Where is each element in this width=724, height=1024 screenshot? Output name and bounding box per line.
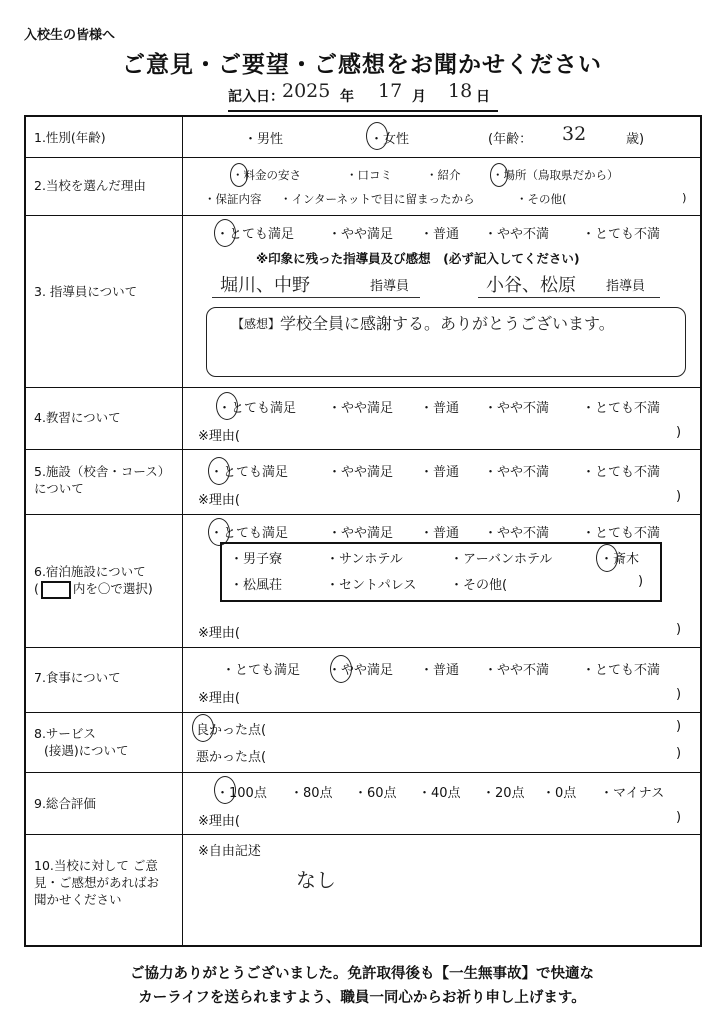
score-60[interactable]: ・60点: [354, 786, 397, 801]
rating-very-satisfied[interactable]: ・とても満足: [218, 401, 297, 416]
service-good-points[interactable]: 良かった点(: [196, 723, 267, 738]
rating-very-dissatisfied[interactable]: ・とても不満: [582, 227, 661, 242]
rating-neutral[interactable]: ・普通: [420, 526, 460, 541]
day-unit: 日: [476, 89, 490, 105]
reason-label[interactable]: ※理由(: [198, 626, 240, 641]
dorm-urban-hotel[interactable]: ・アーバンホテル: [450, 552, 553, 567]
instructor-label-2: 指導員: [606, 279, 646, 294]
gender-age-cell: [186, 117, 696, 157]
reason-price-option[interactable]: ・料金の安さ: [232, 168, 301, 182]
dorm-shofuso[interactable]: ・松風荘: [230, 578, 283, 593]
year-unit: 年: [340, 89, 354, 105]
rating-very-satisfied[interactable]: ・とても満足: [210, 465, 289, 480]
rating-somewhat-dissatisfied[interactable]: ・やや不満: [484, 663, 550, 678]
age-value[interactable]: 32: [562, 123, 587, 145]
month-value[interactable]: 17: [378, 80, 403, 102]
paren-close: ): [676, 425, 682, 440]
male-option[interactable]: ・男性: [244, 132, 284, 147]
score-20[interactable]: ・20点: [482, 786, 525, 801]
rating-neutral[interactable]: ・普通: [420, 663, 460, 678]
rating-neutral[interactable]: ・普通: [420, 465, 460, 480]
paren-close: ): [676, 489, 682, 504]
score-100[interactable]: ・100点: [216, 786, 267, 801]
closing-message: [0, 962, 724, 1010]
instructor-label-1: 指導員: [370, 279, 410, 294]
rating-somewhat-satisfied[interactable]: ・やや満足: [328, 401, 394, 416]
rating-somewhat-satisfied[interactable]: ・やや満足: [328, 663, 394, 678]
free-comment-answer[interactable]: なし: [296, 868, 336, 892]
score-40[interactable]: ・40点: [418, 786, 461, 801]
underline: [212, 297, 420, 298]
row-label-facilities: 5.施設（校舎・コース）について: [34, 464, 171, 496]
rating-somewhat-satisfied[interactable]: ・やや満足: [328, 465, 394, 480]
service-cell: [186, 712, 696, 772]
column-divider: [182, 117, 183, 945]
rating-very-satisfied[interactable]: ・とても満足: [216, 227, 295, 242]
selection-box-icon: [41, 581, 71, 599]
paren-close: ): [676, 810, 682, 825]
rating-somewhat-satisfied[interactable]: ・やや満足: [328, 227, 394, 242]
rating-very-dissatisfied[interactable]: ・とても不満: [582, 401, 661, 416]
lessons-cell: [186, 387, 696, 449]
overall-cell: [186, 772, 696, 834]
facilities-cell: [186, 449, 696, 514]
rating-somewhat-dissatisfied[interactable]: ・やや不満: [484, 465, 550, 480]
rating-somewhat-dissatisfied[interactable]: ・やや不満: [484, 227, 550, 242]
reason-guarantee-option[interactable]: ・保証内容: [204, 192, 262, 206]
rating-very-satisfied[interactable]: ・とても満足: [222, 663, 301, 678]
reason-location-option[interactable]: ・場所（鳥取県だから）: [492, 168, 619, 182]
rating-somewhat-dissatisfied[interactable]: ・やや不満: [484, 401, 550, 416]
closing-line-2: カーライフを送られますよう、職員一同心からお祈り申し上げます。: [138, 990, 586, 1006]
reason-referral-option[interactable]: ・紹介: [426, 168, 461, 182]
impression-text[interactable]: 学校全員に感謝する。ありがとうございます。: [280, 314, 615, 333]
dorm-other[interactable]: ・その他(: [450, 578, 508, 593]
paren-close: ): [682, 191, 687, 205]
instructor-names-1[interactable]: 堀川、中野: [220, 275, 310, 296]
date-row: [228, 80, 498, 112]
row-label-gender-age: 1.性別(年齢): [34, 130, 106, 145]
accommodation-cell: [186, 514, 696, 647]
rating-neutral[interactable]: ・普通: [420, 401, 460, 416]
service-sub-label: (接遇)について: [44, 743, 129, 758]
row-label-lessons: 4.教習について: [34, 410, 121, 425]
rating-very-dissatisfied[interactable]: ・とても不満: [582, 526, 661, 541]
impression-label: 【感想】: [232, 317, 281, 331]
score-0[interactable]: ・0点: [542, 786, 577, 801]
reason-internet-option[interactable]: ・インターネットで目に留まったから: [280, 192, 475, 206]
closing-line-1: ご協力ありがとうございました。免許取得後も【一生無事故】で快適な: [130, 966, 594, 982]
rating-neutral[interactable]: ・普通: [420, 227, 460, 242]
paren-close: ): [676, 719, 682, 734]
reason-label[interactable]: ※理由(: [198, 814, 240, 829]
paren-close: ): [676, 622, 682, 637]
year-value[interactable]: 2025: [282, 80, 331, 102]
dorm-options-box: [220, 542, 662, 602]
rating-very-satisfied[interactable]: ・とても満足: [210, 526, 289, 541]
service-bad-points[interactable]: 悪かった点(: [196, 750, 267, 765]
survey-form-table: [24, 115, 702, 947]
reason-word-of-mouth-option[interactable]: ・口コミ: [346, 168, 392, 182]
free-comment-cell[interactable]: [186, 834, 696, 947]
underline: [478, 297, 660, 298]
dorm-saiki[interactable]: ・斎木: [600, 552, 640, 567]
score-80[interactable]: ・80点: [290, 786, 333, 801]
reason-other-option[interactable]: ・その他(: [516, 192, 567, 206]
instructors-cell: [186, 215, 696, 387]
addressee: 入校生の皆様へ: [24, 28, 116, 43]
dorm-sun-hotel[interactable]: ・サンホテル: [326, 552, 403, 567]
age-unit: 歳): [626, 132, 645, 147]
accommodation-label: 6.宿泊施設について: [34, 564, 146, 579]
service-label: 8.サービス: [34, 726, 96, 741]
row-label-free-comment: 10.当校に対して ご意見・ご感想があればお聞かせください: [34, 858, 160, 907]
score-minus[interactable]: ・マイナス: [600, 786, 665, 801]
row-label-instructors: 3. 指導員について: [34, 284, 138, 299]
meals-cell: [186, 647, 696, 712]
instructor-note: ※印象に残った指導員及び感想 (必ず記入してください): [256, 251, 580, 266]
row-label-overall: 9.総合評価: [34, 796, 96, 811]
rating-somewhat-dissatisfied[interactable]: ・やや不満: [484, 526, 550, 541]
date-label: 記入日：: [228, 89, 284, 105]
dorm-mens-dormitory[interactable]: ・男子寮: [230, 552, 283, 567]
row-label-meals: 7.食事について: [34, 670, 121, 685]
paren-close: ): [676, 746, 682, 761]
row-label-service: [34, 725, 178, 759]
reason-label[interactable]: ※理由(: [198, 429, 240, 444]
paren-close: ): [676, 687, 682, 702]
rating-very-dissatisfied[interactable]: ・とても不満: [582, 465, 661, 480]
female-option[interactable]: ・女性: [370, 132, 410, 147]
instructor-names-2[interactable]: 小谷、松原: [486, 275, 576, 296]
row-label-reason-chosen: 2.当校を選んだ理由: [34, 178, 146, 193]
accommodation-sub-label: ( 内を〇で選択): [34, 580, 178, 599]
row-label-accommodation: [34, 563, 178, 599]
day-value[interactable]: 18: [448, 80, 473, 102]
paren-close: ): [638, 574, 644, 589]
reason-label[interactable]: ※理由(: [198, 493, 240, 508]
reason-chosen-cell: [186, 157, 696, 215]
free-comment-label: ※自由記述: [198, 844, 261, 859]
dorm-saint-palace[interactable]: ・セントパレス: [326, 578, 417, 593]
age-label: (年齢：: [488, 132, 533, 147]
rating-very-dissatisfied[interactable]: ・とても不満: [582, 663, 661, 678]
rating-somewhat-satisfied[interactable]: ・やや満足: [328, 526, 394, 541]
reason-label[interactable]: ※理由(: [198, 691, 240, 706]
month-unit: 月: [412, 89, 426, 105]
page-title: ご意見・ご要望・ご感想をお聞かせください: [122, 52, 602, 78]
